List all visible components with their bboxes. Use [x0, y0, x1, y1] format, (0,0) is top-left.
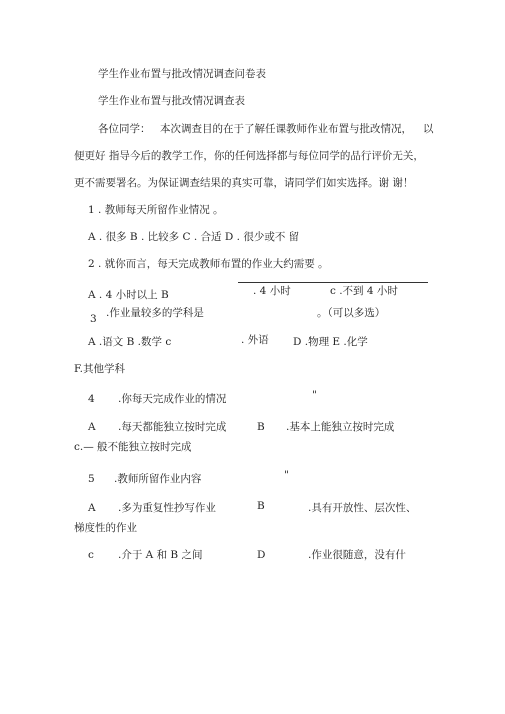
q5-option-b-letter: B [257, 500, 265, 512]
intro-line-1c: 以 [423, 123, 434, 135]
q3-note: 。（可以多选） [317, 307, 386, 319]
intro-line-1b: 本次调查目的在于了解任课教师作业布置与批改情况， [160, 123, 412, 135]
q4-option-b-letter: B [257, 421, 265, 433]
q4-mark: " [312, 389, 317, 401]
q3-option-c: . 外语 [241, 334, 269, 346]
q5-option-b-continued: 梯度性的作业 [74, 522, 137, 534]
q5-option-a: .多为重复性抄写作业 [118, 502, 216, 514]
q4-option-a-letter: A [88, 421, 96, 433]
q3-option-d: D .物理 E .化学 [293, 336, 368, 348]
q5-option-d: .作业很随意，没有什 [308, 549, 406, 561]
intro-line-2: 便更好 指导今后的教学工作，你的任何选择都与每位同学的品行评价无关， [74, 150, 424, 162]
q5-option-a-letter: A [88, 502, 96, 514]
q5-mark: " [284, 469, 289, 481]
intro-line-1a: 各位同学： [98, 123, 151, 135]
doc-subtitle: 学生作业布置与批改情况调查表 [98, 95, 245, 107]
q5-number: 5 [88, 473, 95, 485]
q5-option-b: .具有开放性、层次性、 [308, 502, 417, 514]
q4-option-a: .每天都能独立按时完成 [118, 421, 227, 433]
q3-option-a: A .语文 B .数学 c [88, 336, 172, 348]
q2-option-c: c .不到 4 小时 [330, 285, 398, 297]
q4-number: 4 [88, 393, 95, 405]
q3-stem: .作业量较多的学科是 [106, 307, 204, 319]
doc-title: 学生作业布置与批改情况调查问卷表 [98, 68, 266, 80]
q1-options: A . 很多 B . 比较多 C . 合适 D . 很少或不 留 [88, 231, 300, 243]
q4-option-c: c.— 般不能独立按时完成 [74, 441, 192, 453]
q5-stem: .教师所留作业内容 [114, 473, 202, 485]
q3-number: 3 [90, 313, 97, 325]
q2-stem: 2 . 就你而言，每天完成教师布置的作业大约需要 。 [88, 258, 329, 270]
q5-option-d-letter: D [257, 549, 266, 561]
q4-stem: .你每天完成作业的情况 [118, 393, 227, 405]
intro-line-3: 更不需要署名。为保证调查结果的真实可靠，请同学们如实选择。谢 谢！ [74, 177, 414, 189]
q1-stem: 1 . 教师每天所留作业情况 。 [88, 204, 224, 216]
q5-option-c-letter: c [88, 549, 94, 561]
q4-option-b: .基本上能独立按时完成 [286, 421, 395, 433]
q2-option-b: . 4 小时 [253, 285, 291, 297]
q2-option-a: A . 4 小时以上 B [88, 289, 169, 301]
q5-option-c: .介于 A 和 B 之间 [118, 549, 203, 561]
answer-rule [238, 282, 428, 283]
q3-option-f: F.其他学科 [74, 363, 125, 375]
